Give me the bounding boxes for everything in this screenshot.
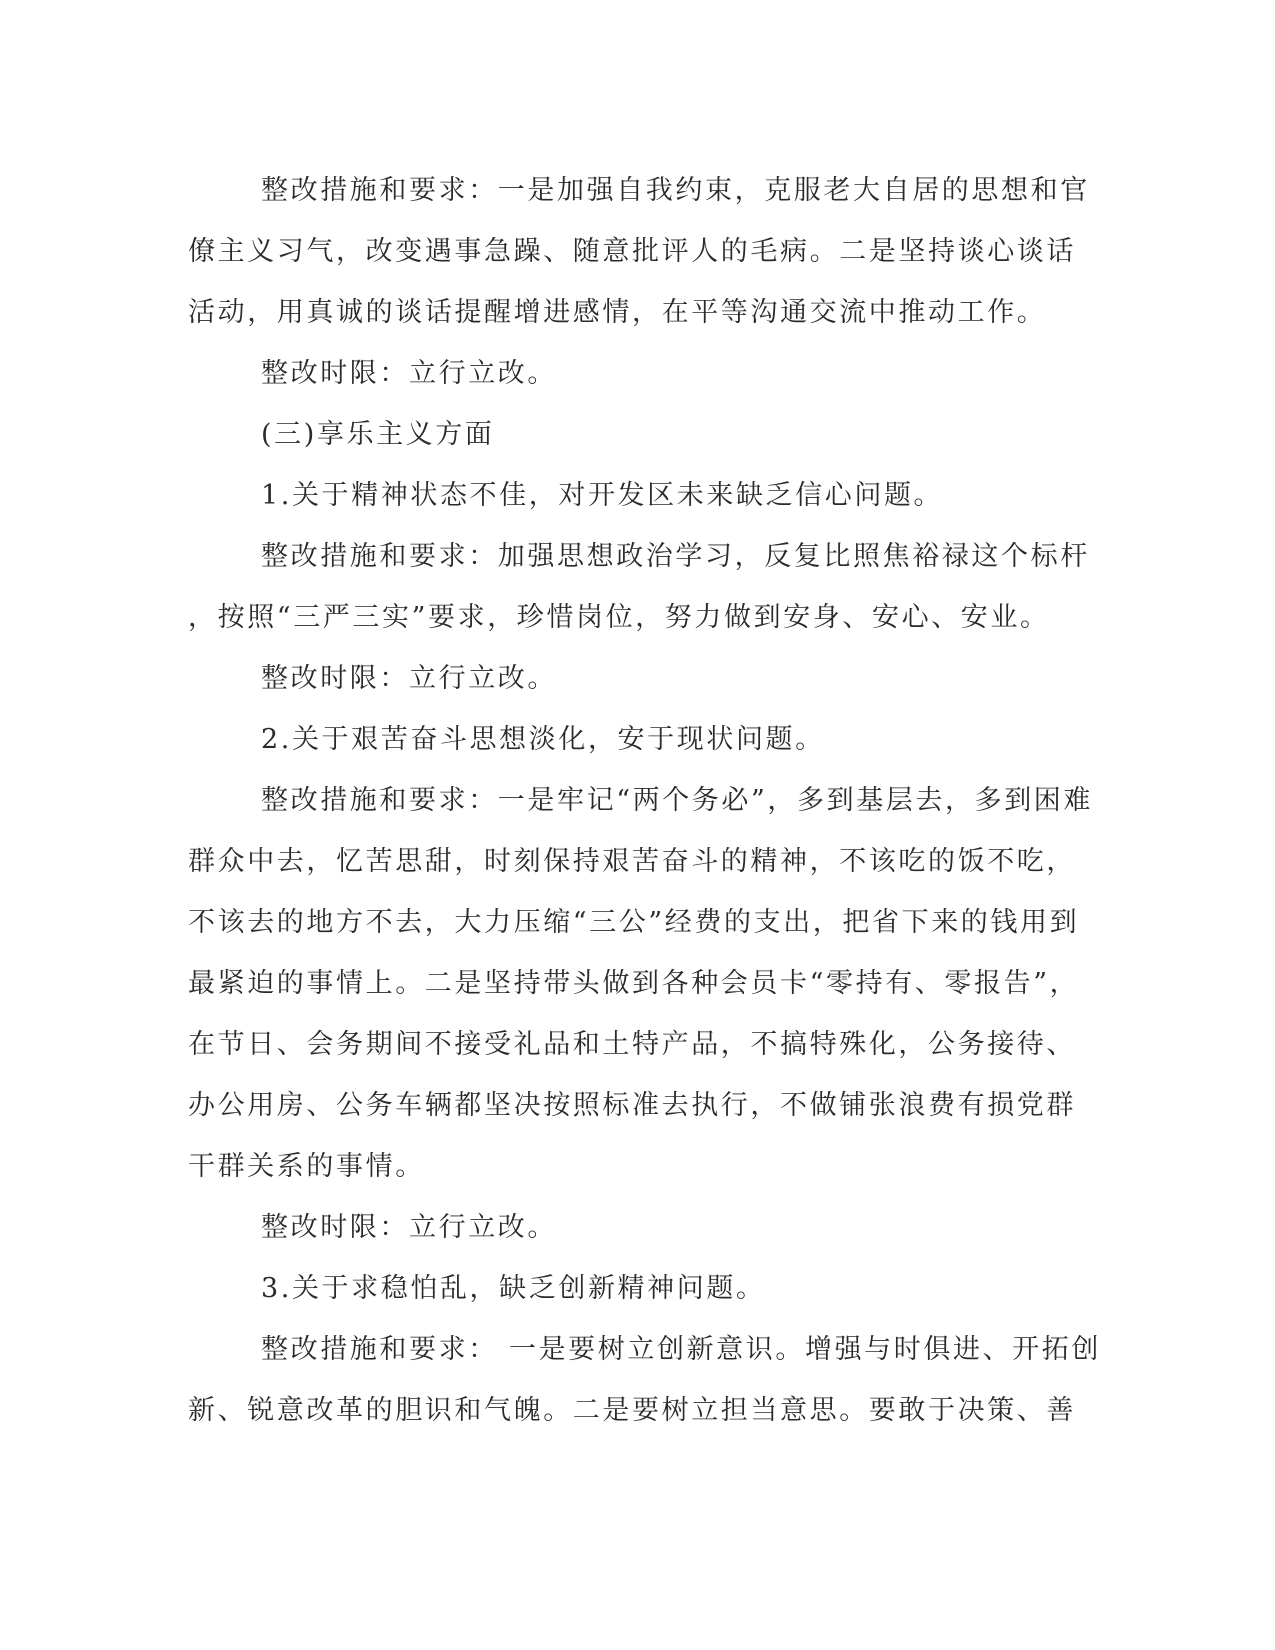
issue-heading: 2.关于艰苦奋斗思想淡化，安于现状问题。 [261, 724, 825, 755]
paragraph-line: 整改措施和要求：一是牢记“两个务必”，多到基层去，多到困难 [261, 785, 1094, 816]
paragraph-line: 新、锐意改革的胆识和气魄。二是要树立担当意思。要敢于决策、善 [188, 1395, 1076, 1426]
deadline-line: 整改时限：立行立改。 [261, 1212, 557, 1243]
paragraph-line: ，按照“三严三实”要求，珍惜岗位，努力做到安身、安心、安业。 [188, 602, 1050, 633]
paragraph-line: 群众中去，忆苦思甜，时刻保持艰苦奋斗的精神，不该吃的饭不吃， [188, 846, 1076, 877]
deadline-line: 整改时限：立行立改。 [261, 663, 557, 694]
paragraph-line: 不该去的地方不去，大力压缩“三公”经费的支出，把省下来的钱用到 [188, 907, 1080, 938]
document-body [188, 160, 1101, 1441]
paragraph-line: 整改措施和要求： 一是要树立创新意识。增强与时俱进、开拓创 [261, 1334, 1101, 1365]
paragraph-line: 整改措施和要求：一是加强自我约束，克服老大自居的思想和官 [261, 175, 1090, 206]
paragraph-line: 办公用房、公务车辆都坚决按照标准去执行，不做铺张浪费有损党群 [188, 1090, 1076, 1121]
paragraph-line: 干群关系的事情。 [188, 1151, 425, 1182]
issue-heading: 3.关于求稳怕乱，缺乏创新精神问题。 [261, 1273, 766, 1304]
section-heading: (三)享乐主义方面 [261, 419, 495, 450]
paragraph-line: 最紧迫的事情上。二是坚持带头做到各种会员卡“零持有、零报告”， [188, 968, 1080, 999]
paragraph-line: 僚主义习气，改变遇事急躁、随意批评人的毛病。二是坚持谈心谈话 [188, 236, 1076, 267]
paragraph-line: 在节日、会务期间不接受礼品和土特产品，不搞特殊化，公务接待、 [188, 1029, 1076, 1060]
issue-heading: 1.关于精神状态不佳，对开发区未来缺乏信心问题。 [261, 480, 944, 511]
paragraph-line: 活动，用真诚的谈话提醒增进感情，在平等沟通交流中推动工作。 [188, 297, 1047, 328]
deadline-line: 整改时限：立行立改。 [261, 358, 557, 389]
paragraph-line: 整改措施和要求：加强思想政治学习，反复比照焦裕禄这个标杆 [261, 541, 1090, 572]
